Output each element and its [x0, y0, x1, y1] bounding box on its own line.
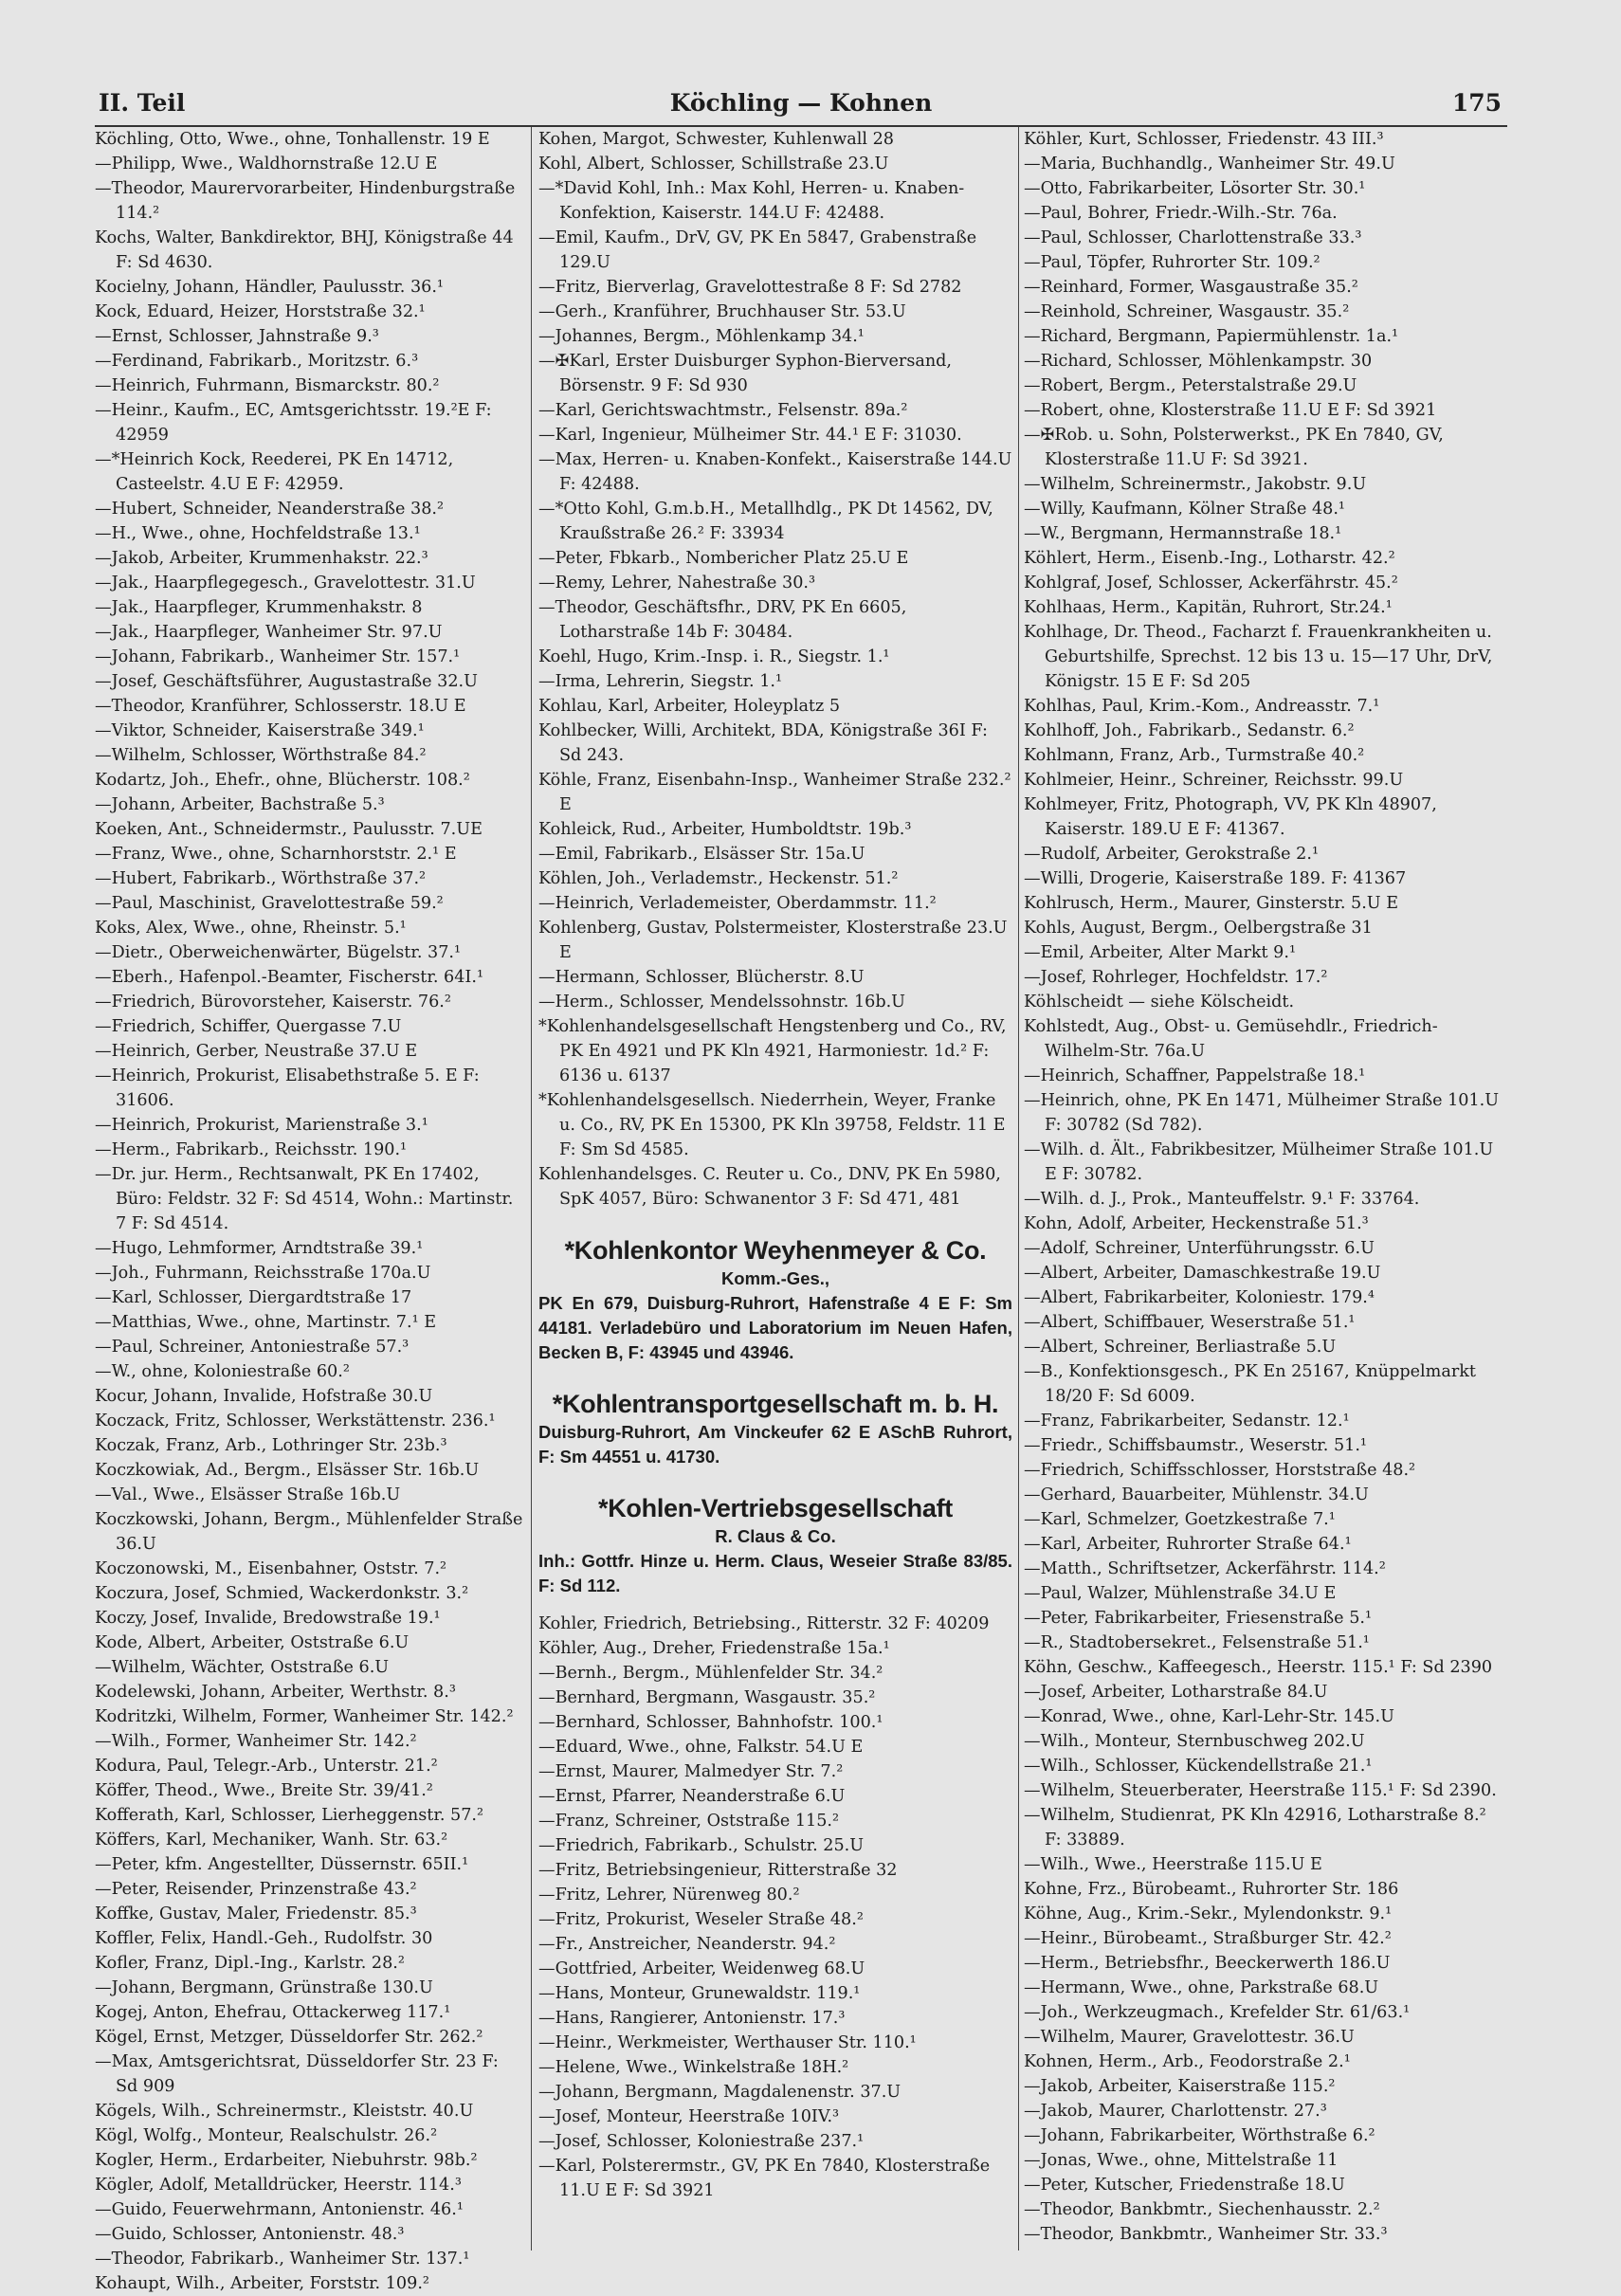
directory-entry: —Theodor, Geschäftsfhr., DRV, PK En 6605, Lotharstraße 14b F: 30484.: [538, 598, 907, 642]
directory-entry: —Paul, Bohrer, Friedr.-Wilh.-Str. 76a.: [1024, 204, 1338, 223]
directory-entry: —Guido, Schlosser, Antonienstr. 48.³: [95, 2225, 405, 2244]
directory-entry: Kofler, Franz, Dipl.-Ing., Karlstr. 28.²: [95, 1954, 405, 1973]
directory-entry: —Karl, Gerichtswachtmstr., Felsenstr. 89a.²: [538, 401, 908, 420]
directory-entry: —Otto, Fabrikarbeiter, Lösorter Str. 30.¹: [1024, 179, 1366, 198]
directory-entry: Köhle, Franz, Eisenbahn-Insp., Wanheimer Straße 232.² E: [538, 771, 1011, 814]
directory-entry: —Karl, Arbeiter, Ruhrorter Straße 64.¹: [1024, 1535, 1352, 1554]
directory-entry: —Heinr., Bürobeamt., Straßburger Str. 42.²: [1024, 1929, 1392, 1948]
directory-entry: —Bernh., Bergm., Mühlenfelder Str. 34.²: [538, 1664, 883, 1683]
directory-entry: —Wilhelm, Schreinermstr., Jakobstr. 9.U: [1024, 475, 1367, 494]
directory-entry: —Robert, ohne, Klosterstraße 11.U E F: Sd 3921: [1024, 401, 1437, 420]
directory-entry: —Paul, Schreiner, Antoniestraße 57.³: [95, 1338, 410, 1357]
directory-entry: —Karl, Schmelzer, Goetzkestraße 7.¹: [1024, 1510, 1336, 1529]
directory-entry: Kohlenhandelsges. C. Reuter u. Co., DNV, PK En 5980, SpK 4057, Büro: Schwanentor 3 F: Sd 471, 481: [538, 1165, 1001, 1209]
advert-title: *Kohlentransportgesellschaft m. b. H.: [552, 1390, 999, 1418]
directory-entry: —Johann, Bergmann, Magdalenenstr. 37.U: [538, 2083, 902, 2102]
directory-entry: —Willi, Drogerie, Kaiserstraße 189. F: 41367: [1024, 869, 1407, 888]
directory-entry: Koffke, Gustav, Maler, Friedenstr. 85.³: [95, 1904, 417, 1923]
directory-entry: Koczak, Franz, Arb., Lothringer Str. 23b.³: [95, 1436, 447, 1455]
directory-entry: —Josef, Schlosser, Koloniestraße 237.¹: [538, 2132, 865, 2151]
directory-entry: —Albert, Fabrikarbeiter, Koloniestr. 179.⁴: [1024, 1288, 1375, 1307]
directory-entry: —Paul, Maschinist, Gravelottestraße 59.²: [95, 894, 444, 913]
directory-entry: —Wilhelm, Steuerberater, Heerstraße 115.¹ F: Sd 2390.: [1024, 1781, 1497, 1800]
directory-entry: Kohlgraf, Josef, Schlosser, Ackerfährstr. 45.²: [1024, 574, 1398, 592]
directory-entry: —Karl, Polsterermstr., GV, PK En 7840, Klosterstraße 11.U E F: Sd 3921: [538, 2157, 991, 2200]
advert-subtitle: Komm.-Ges.,: [720, 1268, 830, 1288]
directory-entry: —Hubert, Fabrikarb., Wörthstraße 37.²: [95, 869, 427, 888]
directory-entry: —Eduard, Wwe., ohne, Falkstr. 54.U E: [538, 1738, 864, 1757]
directory-entry: —Hans, Monteur, Grunewaldstr. 119.¹: [538, 1984, 861, 2003]
directory-entry: —✠Rob. u. Sohn, Polsterwerkst., PK En 7840, GV, Klosterstraße 11.U F: Sd 3921.: [1024, 426, 1444, 469]
directory-entry: —Dr. jur. Herm., Rechtsanwalt, PK En 17402, Büro: Feldstr. 32 F: Sd 4514, Wohn.: Martinstr. 7 F: Sd 4514.: [95, 1165, 514, 1233]
column-2: [538, 127, 1019, 2250]
directory-entry: —Richard, Bergmann, Papiermühlenstr. 1a.¹: [1024, 327, 1399, 346]
directory-entry: —Johann, Fabrikarb., Wanheimer Str. 157.¹: [95, 647, 461, 666]
directory-entry: —Heinr., Kaufm., EC, Amtsgerichtsstr. 19.²E F: 42959: [95, 401, 492, 445]
directory-entry: Kohls, August, Bergm., Oelbergstraße 31: [1024, 919, 1373, 938]
directory-entry: Kochs, Walter, Bankdirektor, BHJ, Königstraße 44 F: Sd 4630.: [95, 228, 514, 272]
directory-entry: —Hubert, Schneider, Neanderstraße 38.²: [95, 500, 445, 519]
directory-entry: Köchling, Otto, Wwe., ohne, Tonhallenstr. 19 E: [95, 130, 490, 149]
directory-entry: Kohlmann, Franz, Arb., Turmstraße 40.²: [1024, 746, 1365, 765]
directory-entry: —Theodor, Bankbmtr., Siechenhausstr. 2.²: [1024, 2200, 1380, 2219]
directory-entry: —Fritz, Bierverlag, Gravelottestraße 8 F: Sd 2782: [538, 278, 962, 297]
directory-entry: —Hermann, Schlosser, Blücherstr. 8.U: [538, 968, 865, 987]
directory-entry: —Friedrich, Bürovorsteher, Kaiserstr. 76.²: [95, 993, 451, 1011]
directory-entry: Kohlhoff, Joh., Fabrikarb., Sedanstr. 6.²: [1024, 721, 1355, 740]
directory-entry: Kohlmeier, Heinr., Schreiner, Reichsstr. 99.U: [1024, 771, 1404, 790]
directory-entry: Koks, Alex, Wwe., ohne, Rheinstr. 5.¹: [95, 919, 407, 938]
directory-entry: —Robert, Bergm., Peterstalstraße 29.U: [1024, 376, 1357, 395]
directory-entry: Köhler, Aug., Dreher, Friedenstraße 15a.¹: [538, 1639, 890, 1658]
directory-entry: —Friedrich, Schiffsschlosser, Horststraße 48.²: [1024, 1461, 1416, 1480]
directory-entry: —Peter, Kutscher, Friedenstraße 18.U: [1024, 2176, 1345, 2195]
directory-entry: Köhlscheidt — siehe Kölscheidt.: [1024, 993, 1295, 1011]
directory-entry: —Reinhard, Former, Wasgaustraße 35.²: [1024, 278, 1358, 297]
directory-entry: Kodartz, Joh., Ehefr., ohne, Blücherstr. 108.²: [95, 771, 470, 790]
directory-entry: —Wilhelm, Wächter, Oststraße 6.U: [95, 1658, 390, 1677]
directory-entry: —*David Kohl, Inh.: Max Kohl, Herren- u. Knaben-Konfektion, Kaiserstr. 144.U F: 42488.: [538, 179, 965, 223]
directory-entry: *Kohlenhandelsgesellsch. Niederrhein, Weyer, Franke u. Co., RV, PK En 15300, PK Kln 39758, Feldstr. 11 E F: Sm Sd 4585.: [538, 1091, 1006, 1159]
directory-entry: —Fritz, Betriebsingenieur, Ritterstraße 32: [538, 1861, 898, 1880]
directory-entry: Kode, Albert, Arbeiter, Oststraße 6.U: [95, 1633, 410, 1652]
directory-entry: Kohlrusch, Herm., Maurer, Ginsterstr. 5.U E: [1024, 894, 1399, 913]
directory-entry: —Albert, Schiffbauer, Weserstraße 51.¹: [1024, 1313, 1356, 1332]
directory-entry: —Heinr., Werkmeister, Werthauser Str. 110.¹: [538, 2033, 917, 2052]
directory-entry: —Albert, Schreiner, Berliastraße 5.U: [1024, 1338, 1337, 1357]
directory-entry: Koczy, Josef, Invalide, Bredowstraße 19.¹: [95, 1609, 441, 1628]
advert-vertrieb: [538, 1492, 1012, 1598]
directory-entry: Koeken, Ant., Schneidermstr., Paulusstr. 7.UE: [95, 820, 483, 839]
directory-entry: —Bernhard, Schlosser, Bahnhofstr. 100.¹: [538, 1713, 883, 1732]
directory-entry: Kohn, Adolf, Arbeiter, Heckenstraße 51.³: [1024, 1214, 1369, 1233]
directory-entry: —H., Wwe., ohne, Hochfeldstraße 13.¹: [95, 524, 421, 543]
directory-entry: Koczack, Fritz, Schlosser, Werkstättenstr. 236.¹: [95, 1412, 496, 1430]
directory-entry: Köffer, Theod., Wwe., Breite Str. 39/41.²: [95, 1781, 433, 1800]
directory-entry: —Paul, Töpfer, Ruhrorter Str. 109.²: [1024, 253, 1320, 272]
directory-entry: Koczkowski, Johann, Bergm., Mühlenfelder Straße 36.U: [95, 1510, 523, 1554]
directory-entry: —Theodor, Fabrikarb., Wanheimer Str. 137.¹: [95, 2250, 470, 2269]
directory-entry: —Gottfried, Arbeiter, Weidenweg 68.U: [538, 1959, 865, 1978]
directory-entry: —Max, Herren- u. Knaben-Konfekt., Kaiserstraße 144.U F: 42488.: [538, 450, 1012, 494]
directory-entry: —Jak., Haarpfleger, Wanheimer Str. 97.U: [95, 623, 443, 642]
advert-transport: [538, 1388, 1012, 1469]
advert-subtitle: R. Claus & Co.: [715, 1526, 836, 1546]
directory-entry: Kohlenberg, Gustav, Polstermeister, Klosterstraße 23.U E: [538, 919, 1008, 962]
directory-entry: —Karl, Ingenieur, Mülheimer Str. 44.¹ E F: 31030.: [538, 426, 962, 445]
directory-entry: Kohlhaas, Herm., Kapitän, Ruhrort, Str.24.¹: [1024, 598, 1393, 617]
column-2-entries-bottom: [538, 1612, 1012, 2203]
directory-entry: —Jakob, Arbeiter, Krummenhakstr. 22.³: [95, 549, 428, 568]
directory-entry: —Peter, Reisender, Prinzenstraße 43.²: [95, 1880, 417, 1899]
directory-entry: —Matth., Schriftsetzer, Ackerfährstr. 114.²: [1024, 1559, 1386, 1578]
directory-entry: —Wilhelm, Studienrat, PK Kln 42916, Lotharstraße 8.² F: 33889.: [1024, 1806, 1486, 1850]
directory-entry: —Wilh., Former, Wanheimer Str. 142.²: [95, 1732, 417, 1751]
directory-entry: —Val., Wwe., Elsässer Straße 16b.U: [95, 1485, 401, 1504]
directory-entry: Kögler, Adolf, Metalldrücker, Heerstr. 114.³: [95, 2176, 462, 2195]
directory-entry: —Hans, Rangierer, Antonienstr. 17.³: [538, 2009, 846, 2028]
directory-entry: —Josef, Arbeiter, Lotharstraße 84.U: [1024, 1683, 1328, 1702]
directory-entry: —Konrad, Wwe., ohne, Karl-Lehr-Str. 145.U: [1024, 1707, 1394, 1726]
directory-entry: —Theodor, Bankbmtr., Wanheimer Str. 33.³: [1024, 2225, 1388, 2244]
directory-entry: Kohen, Margot, Schwester, Kuhlenwall 28: [538, 130, 895, 149]
directory-entry: —Reinhold, Schreiner, Wasgaustr. 35.²: [1024, 302, 1350, 321]
directory-entry: Kock, Eduard, Heizer, Horststraße 32.¹: [95, 302, 426, 321]
directory-entry: —Heinrich, ohne, PK En 1471, Mülheimer Straße 101.U F: 30782 (Sd 782).: [1024, 1091, 1500, 1135]
directory-entry: —Fritz, Lehrer, Nürenweg 80.²: [538, 1886, 800, 1904]
directory-entry: —Ernst, Maurer, Malmedyer Str. 7.²: [538, 1762, 844, 1781]
directory-entry: —Johannes, Bergm., Möhlenkamp 34.¹: [538, 327, 865, 346]
directory-entry: —Karl, Schlosser, Diergardtstraße 17: [95, 1288, 412, 1307]
directory-entry: —Bernhard, Bergmann, Wasgaustr. 35.²: [538, 1688, 876, 1707]
directory-entry: Kodritzki, Wilhelm, Former, Wanheimer Str. 142.²: [95, 1707, 514, 1726]
directory-entry: —Ernst, Schlosser, Jahnstraße 9.³: [95, 327, 379, 346]
directory-entry: —Franz, Schreiner, Oststraße 115.²: [538, 1812, 840, 1831]
directory-entry: —Hugo, Lehmformer, Arndtstraße 39.¹: [95, 1239, 424, 1258]
directory-entry: —Paul, Walzer, Mühlenstraße 34.U E: [1024, 1584, 1337, 1603]
directory-entry: —Paul, Schlosser, Charlottenstraße 33.³: [1024, 228, 1362, 247]
directory-entry: —Theodor, Maurervorarbeiter, Hindenburgstraße 114.²: [95, 179, 516, 223]
directory-entry: —Richard, Schlosser, Möhlenkampstr. 30: [1024, 352, 1373, 371]
advert-body: Duisburg-Ruhrort, Am Vinckeufer 62 E ASchB Ruhrort, F: Sm 44551 u. 41730.: [538, 1422, 1012, 1467]
directory-entry: —*Heinrich Kock, Reederei, PK En 14712, Casteelstr. 4.U E F: 42959.: [95, 450, 454, 494]
directory-entry: —Emil, Fabrikarb., Elsässer Str. 15a.U: [538, 845, 865, 864]
directory-entry: —Gerhard, Bauarbeiter, Mühlenstr. 34.U: [1024, 1485, 1369, 1504]
directory-entry: Kocielny, Johann, Händler, Paulusstr. 36.¹: [95, 278, 444, 297]
directory-entry: —Emil, Arbeiter, Alter Markt 9.¹: [1024, 943, 1297, 962]
directory-entry: —Josef, Geschäftsführer, Augustastraße 32.U: [95, 672, 478, 691]
directory-entry: —Heinrich, Schaffner, Pappelstraße 18.¹: [1024, 1066, 1366, 1085]
directory-entry: Kohnen, Herm., Arb., Feodorstraße 2.¹: [1024, 2052, 1351, 2071]
directory-entry: Kodelewski, Johann, Arbeiter, Werthstr. 8.³: [95, 1683, 456, 1702]
directory-entry: Kohlbecker, Willi, Architekt, BDA, Königstraße 36I F: Sd 243.: [538, 721, 988, 765]
directory-entry: —Friedr., Schiffsbaumstr., Weserstr. 51.¹: [1024, 1436, 1367, 1455]
directory-entry: —Johann, Arbeiter, Bachstraße 5.³: [95, 795, 385, 814]
directory-entry: Köhler, Kurt, Schlosser, Friedenstr. 43 III.³: [1024, 130, 1384, 149]
directory-entry: Kofferath, Karl, Schlosser, Lierheggenstr. 57.²: [95, 1806, 484, 1825]
directory-entry: *Kohlenhandelsgesellschaft Hengstenberg und Co., RV, PK En 4921 und PK Kln 4921, Harmoniestr. 1d.² F: 6136 u. 6137: [538, 1017, 1007, 1085]
directory-entry: Kögl, Wolfg., Monteur, Realschulstr. 26.²: [95, 2126, 438, 2145]
column-2-entries-top: [538, 127, 1012, 1212]
directory-entry: Koczura, Josef, Schmied, Wackerdonkstr. 3.²: [95, 1584, 469, 1603]
directory-entry: —Friedrich, Fabrikarb., Schulstr. 25.U: [538, 1836, 865, 1855]
directory-entry: —Jak., Haarpflegegesch., Gravelottestr. 31.U: [95, 574, 476, 592]
directory-entry: —Friedrich, Schiffer, Quergasse 7.U: [95, 1017, 402, 1036]
name-range: Köchling — Kohnen: [669, 89, 933, 117]
directory-entry: —Dietr., Oberweichenwärter, Bügelstr. 37.¹: [95, 943, 462, 962]
directory-entry: —Wilh. d. Ält., Fabrikbesitzer, Mülheimer Straße 101.U E F: 30782.: [1024, 1140, 1494, 1184]
directory-entry: —Joh., Werkzeugmach., Krefelder Str. 61/63.¹: [1024, 2003, 1411, 2022]
directory-entry: —Remy, Lehrer, Nahestraße 30.³: [538, 574, 816, 592]
directory-entry: —R., Stadtobersekret., Felsenstraße 51.¹: [1024, 1633, 1370, 1652]
directory-entry: Kohne, Frz., Bürobeamt., Ruhrorter Str. 186: [1024, 1880, 1399, 1899]
advert-body: PK En 679, Duisburg-Ruhrort, Hafenstraße 4 E F: Sm 44181. Verladebüro und Laboratorium im Neuen Hafen, Becken B, F: 43945 und 43946.: [538, 1293, 1012, 1362]
advert-title: *Kohlen-Vertriebsgesellschaft: [598, 1494, 953, 1522]
section-label: II. Teil: [99, 89, 186, 117]
directory-entry: —W., ohne, Koloniestraße 60.²: [95, 1362, 350, 1381]
advert-body: Inh.: Gottfr. Hinze u. Herm. Claus, Weseier Straße 83/85. F: Sd 112.: [538, 1551, 1012, 1595]
directory-entry: —Peter, Fbkarb., Nombericher Platz 25.U E: [538, 549, 909, 568]
directory-entry: —Franz, Wwe., ohne, Scharnhorststr. 2.¹ E: [95, 845, 457, 864]
directory-entry: —Wilh., Monteur, Sternbuschweg 202.U: [1024, 1732, 1365, 1751]
directory-entry: —Wilh., Wwe., Heerstraße 115.U E: [1024, 1855, 1322, 1874]
column-1: [95, 127, 532, 2293]
directory-entry: —Peter, kfm. Angestellter, Düssernstr. 65II.¹: [95, 1855, 469, 1874]
directory-entry: —*Otto Kohl, G.m.b.H., Metallhdlg., PK Dt 14562, DV, Kraußstraße 26.² F: 33934: [538, 500, 993, 543]
directory-entry: —Fr., Anstreicher, Neanderstr. 94.²: [538, 1935, 836, 1954]
directory-entry: Köhlen, Joh., Verlademstr., Heckenstr. 51.²: [538, 869, 899, 888]
directory-entry: —Franz, Fabrikarbeiter, Sedanstr. 12.¹: [1024, 1412, 1350, 1430]
directory-entry: Kohlhage, Dr. Theod., Facharzt f. Frauenkrankheiten u. Geburtshilfe, Sprechst. 12 bis 13 u. 15—17 Uhr, DrV, Königstr. 15 E F: Sd 205: [1024, 623, 1493, 691]
column-3: [1024, 127, 1507, 2250]
directory-entry: —Willy, Kaufmann, Kölner Straße 48.¹: [1024, 500, 1345, 519]
directory-entry: Köhlert, Herm., Eisenb.-Ing., Lotharstr. 42.²: [1024, 549, 1395, 568]
directory-entry: —Eberh., Hafenpol.-Beamter, Fischerstr. 64I.¹: [95, 968, 484, 987]
directory-entry: Kogej, Anton, Ehefrau, Ottackerweg 117.¹: [95, 2003, 451, 2022]
directory-entry: —Jonas, Wwe., ohne, Mittelstraße 11: [1024, 2151, 1339, 2170]
directory-entry: Koczkowiak, Ad., Bergm., Elsässer Str. 16b.U: [95, 1461, 480, 1480]
directory-entry: —W., Bergmann, Hermannstraße 18.¹: [1024, 524, 1342, 543]
directory-entry: —Heinrich, Prokurist, Elisabethstraße 5. E F: 31606.: [95, 1066, 480, 1110]
directory-entry: —B., Konfektionsgesch., PK En 25167, Knüppelmarkt 18/20 F: Sd 6009.: [1024, 1362, 1476, 1406]
directory-entry: Kocur, Johann, Invalide, Hofstraße 30.U: [95, 1387, 433, 1406]
directory-entry: —Maria, Buchhandlg., Wanheimer Str. 49.U: [1024, 155, 1395, 173]
directory-entry: Kogler, Herm., Erdarbeiter, Niebuhrstr. 98b.²: [95, 2151, 478, 2170]
directory-entry: —Heinrich, Prokurist, Marienstraße 3.¹: [95, 1116, 428, 1135]
page-header: [95, 89, 1507, 127]
directory-entry: —Matthias, Wwe., ohne, Martinstr. 7.¹ E: [95, 1313, 437, 1332]
directory-entry: Kohaupt, Wilh., Arbeiter, Forststr. 109.²: [95, 2274, 429, 2293]
directory-entry: —Gerh., Kranführer, Bruchhauser Str. 53.U: [538, 302, 906, 321]
directory-entry: —Josef, Rohrleger, Hochfeldstr. 17.²: [1024, 968, 1328, 987]
directory-entry: —Albert, Arbeiter, Damaschkestraße 19.U: [1024, 1264, 1381, 1283]
directory-entry: —Wilhelm, Maurer, Gravelottestr. 36.U: [1024, 2028, 1355, 2047]
directory-entry: —Johann, Bergmann, Grünstraße 130.U: [95, 1978, 433, 1997]
directory-entry: Kohl, Albert, Schlosser, Schillstraße 23.U: [538, 155, 889, 173]
directory-entry: —Jakob, Arbeiter, Kaiserstraße 115.²: [1024, 2077, 1336, 2096]
directory-entry: —Heinrich, Gerber, Neustraße 37.U E: [95, 1042, 418, 1061]
directory-entry: Köhn, Geschw., Kaffeegesch., Heerstr. 115.¹ F: Sd 2390: [1024, 1658, 1493, 1677]
directory-entry: —Irma, Lehrerin, Siegstr. 1.¹: [538, 672, 783, 691]
directory-entry: Köffers, Karl, Mechaniker, Wanh. Str. 63.²: [95, 1831, 448, 1850]
directory-entry: Kögels, Wilh., Schreinermstr., Kleiststr. 40.U: [95, 2102, 474, 2121]
directory-entry: —Heinrich, Fuhrmann, Bismarckstr. 80.²: [95, 376, 440, 395]
directory-entry: —Adolf, Schreiner, Unterführungsstr. 6.U: [1024, 1239, 1375, 1258]
directory-entry: —Guido, Feuerwehrmann, Antonienstr. 46.¹: [95, 2200, 464, 2219]
directory-entry: —Herm., Fabrikarb., Reichsstr. 190.¹: [95, 1140, 408, 1159]
directory-entry: Kohlau, Karl, Arbeiter, Holeyplatz 5: [538, 697, 841, 716]
directory-entry: Kohler, Friedrich, Betriebsing., Ritterstr. 32 F: 40209: [538, 1614, 990, 1633]
directory-entry: —Rudolf, Arbeiter, Gerokstraße 2.¹: [1024, 845, 1320, 864]
directory-entry: —Helene, Wwe., Winkelstraße 18H.²: [538, 2058, 849, 2077]
directory-entry: —Hermann, Wwe., ohne, Parkstraße 68.U: [1024, 1978, 1379, 1997]
directory-entry: Kohlhas, Paul, Krim.-Kom., Andreasstr. 7.¹: [1024, 697, 1380, 716]
directory-entry: —✠Karl, Erster Duisburger Syphon-Bierversand, Börsenstr. 9 F: Sd 930: [538, 352, 953, 395]
directory-entry: —Max, Amtsgerichtsrat, Düsseldorfer Str. 23 F: Sd 909: [95, 2052, 499, 2096]
directory-entry: —Emil, Kaufm., DrV, GV, PK En 5847, Grabenstraße 129.U: [538, 228, 977, 272]
directory-entry: —Jakob, Maurer, Charlottenstr. 27.³: [1024, 2102, 1327, 2121]
directory-entry: —Heinrich, Verlademeister, Oberdammstr. 11.²: [538, 894, 937, 913]
directory-entry: —Herm., Betriebsfhr., Beeckerwerth 186.U: [1024, 1954, 1391, 1973]
directory-entry: —Philipp, Wwe., Waldhornstraße 12.U E: [95, 155, 438, 173]
directory-entry: Köhne, Aug., Krim.-Sekr., Mylendonkstr. 9.¹: [1024, 1904, 1393, 1923]
directory-entry: Koehl, Hugo, Krim.-Insp. i. R., Siegstr. 1.¹: [538, 647, 890, 666]
directory-entry: Kohlmeyer, Fritz, Photograph, VV, PK Kln 48907, Kaiserstr. 189.U E F: 41367.: [1024, 795, 1437, 839]
directory-entry: —Theodor, Kranführer, Schlosserstr. 18.U E: [95, 697, 466, 716]
advert-title: *Kohlenkontor Weyhenmeyer & Co.: [564, 1236, 987, 1265]
directory-entry: —Josef, Monteur, Heerstraße 10IV.³: [538, 2107, 840, 2126]
directory-entry: —Jak., Haarpfleger, Krummenhakstr. 8: [95, 598, 423, 617]
page-number: 175: [1451, 89, 1502, 117]
directory-entry: —Viktor, Schneider, Kaiserstraße 349.¹: [95, 721, 425, 740]
directory-entry: —Ernst, Pfarrer, Neanderstraße 6.U: [538, 1787, 846, 1806]
directory-entry: Kodura, Paul, Telegr.-Arb., Unterstr. 21.²: [95, 1757, 438, 1776]
directory-entry: —Joh., Fuhrmann, Reichsstraße 170a.U: [95, 1264, 431, 1283]
directory-entry: —Peter, Fabrikarbeiter, Friesenstraße 5.¹: [1024, 1609, 1373, 1628]
directory-entry: —Wilhelm, Schlosser, Wörthstraße 84.²: [95, 746, 427, 765]
directory-entry: —Wilh. d. J., Prok., Manteuffelstr. 9.¹ F: 33764.: [1024, 1190, 1420, 1209]
directory-entry: Kohlstedt, Aug., Obst- u. Gemüsehdlr., Friedrich-Wilhelm-Str. 76a.U: [1024, 1017, 1438, 1061]
directory-entry: Kögel, Ernst, Metzger, Düsseldorfer Str. 262.²: [95, 2028, 483, 2047]
directory-entry: Koffler, Felix, Handl.-Geh., Rudolfstr. 30: [95, 1929, 433, 1948]
directory-entry: —Fritz, Prokurist, Weseler Straße 48.²: [538, 1910, 864, 1929]
directory-entry: Kohleick, Rud., Arbeiter, Humboldtstr. 19b.³: [538, 820, 912, 839]
advert-weyhenmeyer: [538, 1234, 1012, 1365]
directory-entry: —Wilh., Schlosser, Kückendellstraße 21.¹: [1024, 1757, 1373, 1776]
directory-entry: Koczonowski, M., Eisenbahner, Oststr. 7.²: [95, 1559, 447, 1578]
directory-entry: —Johann, Fabrikarbeiter, Wörthstraße 6.²: [1024, 2126, 1375, 2145]
directory-entry: —Ferdinand, Fabrikarb., Moritzstr. 6.³: [95, 352, 419, 371]
directory-entry: —Herm., Schlosser, Mendelssohnstr. 16b.U: [538, 993, 906, 1011]
